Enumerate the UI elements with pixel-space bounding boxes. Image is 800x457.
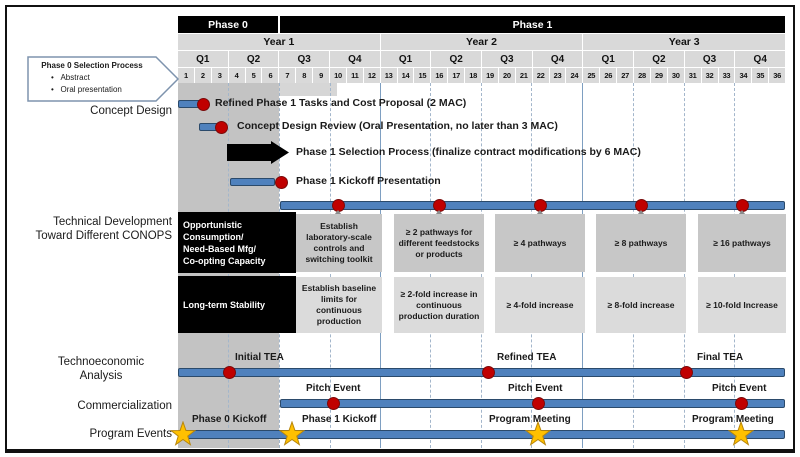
month-header-cell: 5 <box>246 68 262 83</box>
pitch-event-label: Pitch Event <box>712 383 767 394</box>
row-label-commercialization: Commercialization <box>77 400 172 412</box>
phase1-label: Phase 1 <box>512 18 553 31</box>
technical-development-timeline-bar <box>280 201 785 210</box>
year-header-cell: Year 2 <box>381 34 583 50</box>
track-b-milestone-box: ≥ 2-fold increase in continuous production duration <box>394 277 484 333</box>
phase1-kickoff-milestone-dot <box>275 176 288 189</box>
month-header-cell: 30 <box>668 68 684 83</box>
pitch-event-label: Pitch Event <box>306 383 361 394</box>
program-event-label: Program Meeting <box>489 414 571 425</box>
quarter-header-cell: Q2 <box>634 51 684 67</box>
month-header-cell: 8 <box>296 68 312 83</box>
quarter-header-cell: Q3 <box>279 51 329 67</box>
phase1-kickoff-label: Phase 1 Kickoff Presentation <box>296 175 441 187</box>
bullet-icon: • <box>51 85 61 94</box>
month-header-cell: 11 <box>347 68 363 83</box>
month-header-cell: 7 <box>279 68 295 83</box>
month-header-cell: 25 <box>583 68 599 83</box>
callout-bullet-2: • Oral presentation <box>51 85 122 94</box>
month-header-cell: 27 <box>617 68 633 83</box>
quarter-header-cell: Q1 <box>381 51 431 67</box>
month-header-cell: 24 <box>566 68 582 83</box>
bullet-icon: • <box>51 73 61 82</box>
row-label-technical-development: Technical Development Toward Different CONOPS <box>35 216 172 242</box>
track-b-milestone-box: ≥ 10-fold Increase <box>698 277 786 333</box>
month-header-cell: 6 <box>262 68 278 83</box>
track-a-milestone-box: ≥ 4 pathways <box>495 214 585 272</box>
year-header-cell: Year 1 <box>178 34 380 50</box>
month-header-cell: 17 <box>448 68 464 83</box>
track-a-milestone-box: ≥ 16 pathways <box>698 214 786 272</box>
tea-milestone-dot <box>223 366 236 379</box>
pitch-event-dot <box>532 397 545 410</box>
program-event-label: Program Meeting <box>692 414 774 425</box>
track-b-milestone-box: ≥ 8-fold increase <box>596 277 686 333</box>
quarter-header-cell: Q2 <box>431 51 481 67</box>
month-header-cell: 19 <box>482 68 498 83</box>
program-event-label: Phase 0 Kickoff <box>192 414 267 425</box>
quarter-header-cell: Q1 <box>178 51 228 67</box>
month-header-cell: 22 <box>533 68 549 83</box>
month-header-cell: 31 <box>685 68 701 83</box>
tea-milestone-label: Refined TEA <box>497 352 557 363</box>
pitch-event-label: Pitch Event <box>508 383 563 394</box>
row-label-technoeconomic: Technoeconomic Analysis <box>57 356 145 382</box>
month-header-cell: 28 <box>634 68 650 83</box>
month-header-cell: 18 <box>465 68 481 83</box>
quarter-header-cell: Q1 <box>583 51 633 67</box>
month-header-cell: 4 <box>229 68 245 83</box>
track-a-milestone-box: ≥ 8 pathways <box>596 214 686 272</box>
tea-milestone-dot <box>680 366 693 379</box>
month-header-cell: 2 <box>195 68 211 83</box>
month-header-cell: 9 <box>313 68 329 83</box>
callout-title: Phase 0 Selection Process <box>41 61 143 70</box>
month-header-cell: 1 <box>178 68 194 83</box>
pitch-event-dot <box>327 397 340 410</box>
selection-process-label: Phase 1 Selection Process (finalize contract modifications by 6 MAC) <box>296 146 641 158</box>
track-a-header-box: Opportunistic Consumption/ Need-Based Mfg/ Co-opting Capacity <box>178 212 296 273</box>
month-header-cell: 34 <box>735 68 751 83</box>
program-events-timeline-bar <box>178 430 785 439</box>
phase1-kickoff-bar <box>230 178 275 186</box>
month-header-cell: 3 <box>212 68 228 83</box>
row-label-program-events: Program Events <box>89 428 172 440</box>
month-header-cell: 12 <box>364 68 380 83</box>
month-header-cell: 26 <box>600 68 616 83</box>
month-header-cell: 16 <box>431 68 447 83</box>
month-header-cell: 14 <box>398 68 414 83</box>
month-header-cell: 32 <box>702 68 718 83</box>
pitch-event-dot <box>735 397 748 410</box>
tea-milestone-label: Final TEA <box>697 352 744 363</box>
month-header-cell: 10 <box>330 68 346 83</box>
quarter-header-cell: Q4 <box>533 51 583 67</box>
design-review-label: Concept Design Review (Oral Presentation, no later than 3 MAC) <box>237 120 558 132</box>
track-b-milestone-box: ≥ 4-fold increase <box>495 277 585 333</box>
quarter-header-cell: Q4 <box>330 51 380 67</box>
quarter-header-cell: Q2 <box>229 51 279 67</box>
quarter-header-cell: Q4 <box>735 51 785 67</box>
year-header-cell: Year 3 <box>583 34 785 50</box>
phase0-label: Phase 0 <box>208 18 248 31</box>
month-header-cell: 15 <box>414 68 430 83</box>
quarter-header-cell: Q3 <box>482 51 532 67</box>
track-a-milestone-box: Establish laboratory-scale controls and switching toolkit <box>296 214 382 272</box>
month-header-cell: 21 <box>516 68 532 83</box>
tea-milestone-label: Initial TEA <box>235 352 284 363</box>
month-header-cell: 23 <box>550 68 566 83</box>
selection-process-arrow-icon <box>227 141 289 164</box>
month-header-cell: 29 <box>651 68 667 83</box>
month-header-cell: 13 <box>381 68 397 83</box>
refined-tasks-label: Refined Phase 1 Tasks and Cost Proposal (2 MAC) <box>215 97 467 109</box>
track-b-header-box: Long-term Stability <box>178 276 296 333</box>
month-header-cell: 33 <box>719 68 735 83</box>
month-header-cell: 35 <box>752 68 768 83</box>
callout-bullet-1: • Abstract <box>51 73 90 82</box>
quarter-header-cell: Q3 <box>685 51 735 67</box>
month-header-cell: 20 <box>499 68 515 83</box>
refined-tasks-milestone-dot <box>197 98 210 111</box>
design-review-milestone-dot <box>215 121 228 134</box>
month-header-cell: 36 <box>769 68 785 83</box>
program-event-label: Phase 1 Kickoff <box>302 414 377 425</box>
track-b-milestone-box: Establish baseline limits for continuous production <box>296 277 382 333</box>
tea-milestone-dot <box>482 366 495 379</box>
row-label-concept-design: Concept Design <box>90 105 172 117</box>
track-a-milestone-box: ≥ 2 pathways for different feedstocks or products <box>394 214 484 272</box>
